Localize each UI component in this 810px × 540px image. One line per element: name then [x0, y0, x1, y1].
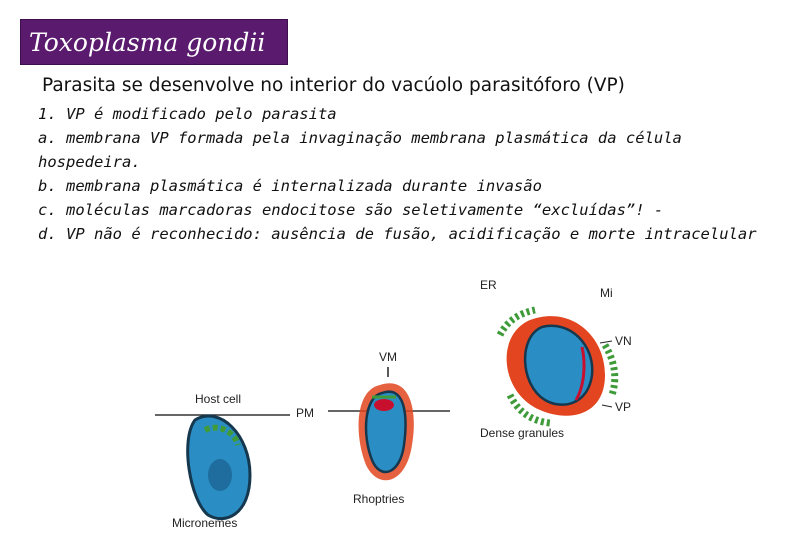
label-er: ER [480, 278, 497, 292]
parasite-in-vacuole [500, 310, 615, 423]
text-line: d. VP não é reconhecido: ausência de fusão, acidificação e morte intracelular [38, 225, 757, 243]
label-dense-granules: Dense granules [480, 426, 565, 440]
label-mi: Mi [600, 286, 613, 300]
pointer-vp [602, 405, 612, 407]
label-host-cell: Host cell [195, 392, 242, 406]
pointer-vn [600, 341, 612, 343]
label-vm: VM [379, 350, 397, 364]
label-rhoptries: Rhoptries [353, 492, 405, 506]
parasite-invasion-diagram [150, 275, 650, 535]
slide-title: Toxoplasma gondii [29, 27, 266, 57]
parasite-invading [359, 383, 414, 480]
text-line: b. membrana plasmática é internalizada durante invasão [38, 177, 542, 195]
label-micronemes: Micronemes [172, 516, 238, 530]
slide-subtitle: Parasita se desenvolve no interior do vacúolo parasitóforo (VP) [42, 75, 625, 96]
text-line: c. moléculas marcadoras endocitose são seletivamente “excluídas”! - [38, 201, 664, 219]
text-line: 1. VP é modificado pelo parasita [38, 105, 337, 123]
parasite-free [188, 416, 250, 519]
label-vp: VP [615, 400, 632, 414]
label-vn: VN [615, 334, 632, 348]
label-pm: PM [296, 406, 314, 420]
title-box [20, 19, 288, 65]
text-line: a. membrana VP formada pela invaginação membrana plasmática da célula hospedeira. [38, 129, 682, 171]
body-text [38, 102, 778, 246]
